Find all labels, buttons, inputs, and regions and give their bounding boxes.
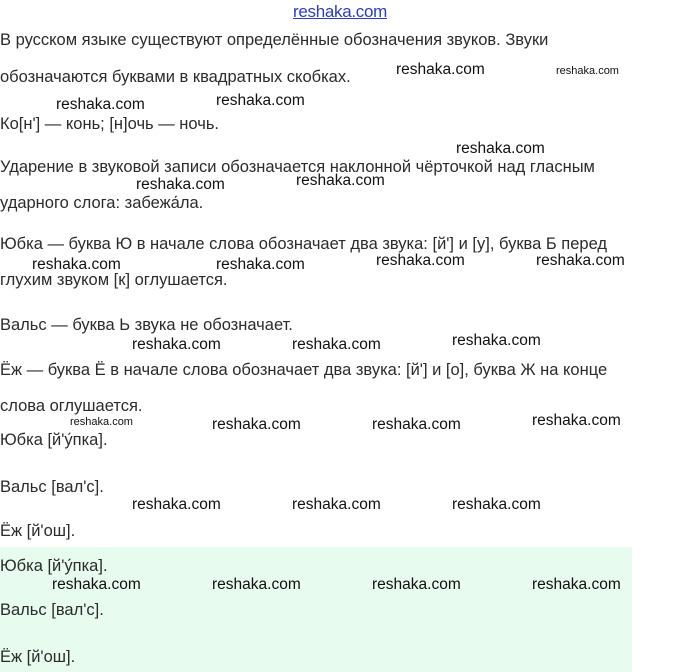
watermark: reshaka.com <box>292 336 381 353</box>
text-line: глухим звуком [к] оглушается. <box>0 271 228 289</box>
watermark: reshaka.com <box>216 92 305 109</box>
watermark: reshaka.com <box>452 496 541 513</box>
answer-line: Вальс [вал'с]. <box>0 601 104 619</box>
watermark: reshaka.com <box>32 256 121 273</box>
watermark: reshaka.com <box>532 576 621 593</box>
watermark: reshaka.com <box>212 576 301 593</box>
watermark: reshaka.com <box>56 96 145 113</box>
text-line: Ударение в звуковой записи обозначается наклонной чёрточкой над гласным <box>0 158 595 176</box>
watermark: reshaka.com <box>216 256 305 273</box>
text-line: Ёж [й'ош]. <box>0 522 76 540</box>
text-line: Ёж — буква Ё в начале слова обозначает два звука: [й'] и [о], буква Ж на конце <box>0 361 608 379</box>
site-header-link[interactable]: reshaka.com <box>292 2 388 21</box>
text-line: Юбка [й'у́пка]. <box>0 431 108 449</box>
text-line: ударного слога: забежа́ла. <box>0 194 204 212</box>
watermark: reshaka.com <box>70 416 133 428</box>
text-line: Вальс [вал'с]. <box>0 478 104 496</box>
watermark: reshaka.com <box>372 416 461 433</box>
text-line: Ко[н'] — конь; [н]очь — ночь. <box>0 115 220 133</box>
watermark: reshaka.com <box>536 252 625 269</box>
watermark: reshaka.com <box>376 252 465 269</box>
text-line: Юбка — буква Ю в начале слова обозначает два звука: [й'] и [у], буква Б перед <box>0 235 608 253</box>
watermark: reshaka.com <box>292 496 381 513</box>
watermark: reshaka.com <box>136 176 225 193</box>
answer-line: Юбка [й'у́пка]. <box>0 557 108 575</box>
watermark: reshaka.com <box>396 61 485 78</box>
answer-line: Ёж [й'ош]. <box>0 648 76 666</box>
watermark: reshaka.com <box>212 416 301 433</box>
text-line: Вальс — буква Ь звука не обозначает. <box>0 316 293 334</box>
watermark: reshaka.com <box>132 336 221 353</box>
text-line: обозначаются буквами в квадратных скобках. <box>0 68 351 86</box>
watermark: reshaka.com <box>52 576 141 593</box>
watermark: reshaka.com <box>132 496 221 513</box>
watermark: reshaka.com <box>456 140 545 157</box>
watermark: reshaka.com <box>372 576 461 593</box>
watermark: reshaka.com <box>452 332 541 349</box>
watermark: reshaka.com <box>532 412 621 429</box>
text-line: В русском языке существуют определённые обозначения звуков. Звуки <box>0 31 549 49</box>
text-line: слова оглушается. <box>0 397 143 415</box>
watermark: reshaka.com <box>556 65 619 77</box>
watermark: reshaka.com <box>296 172 385 189</box>
